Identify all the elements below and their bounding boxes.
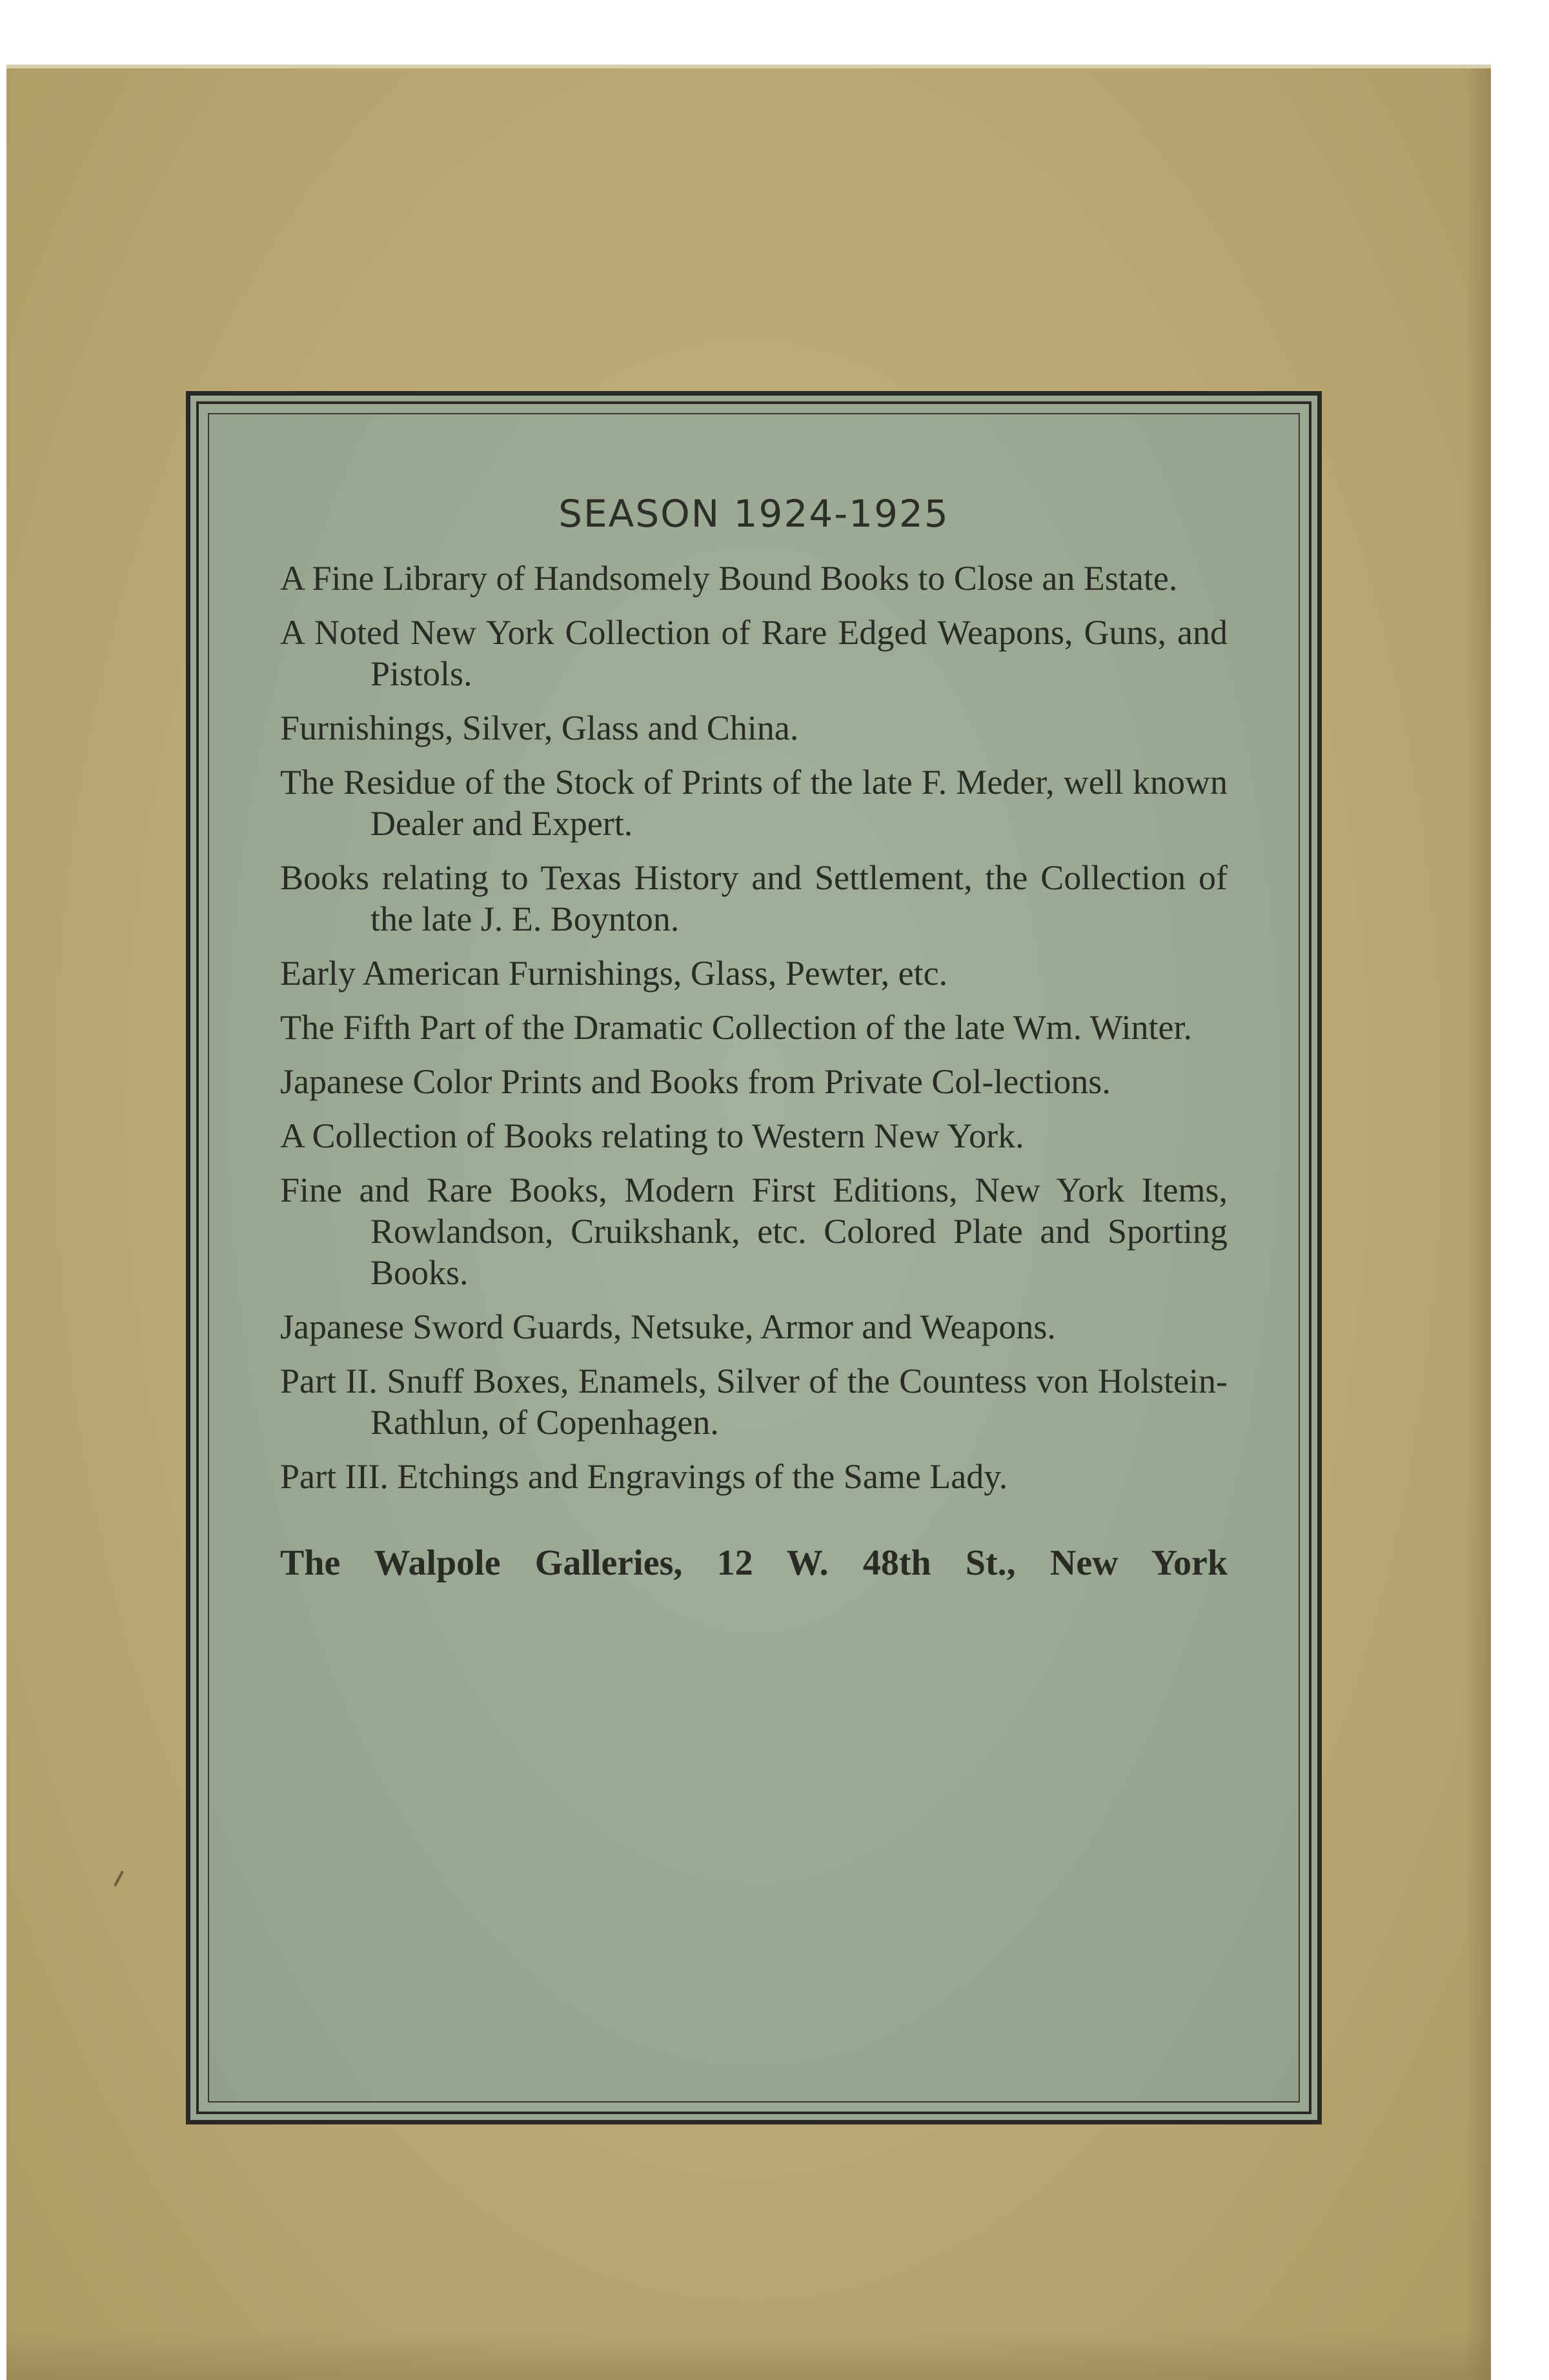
stray-pencil-mark	[114, 1871, 124, 1887]
sale-item: The Fifth Part of the Dramatic Collection of the late Wm. Winter.	[280, 1008, 1192, 1047]
cover-bottom-shadow	[6, 2332, 1491, 2380]
sale-item: Books relating to Texas History and Settlement, the Collection of the late J. E. Boynton.	[280, 858, 1228, 938]
ornamental-border-outer	[186, 391, 1322, 2124]
sale-list-panel	[208, 413, 1300, 2103]
sale-item: Early American Furnishings, Glass, Pewter, etc.	[280, 954, 948, 993]
sale-item: Fine and Rare Books, Modern First Editions, New York Items, Rowlandson, Cruikshank, etc. Colored Plate and Sporting Books.	[280, 1171, 1228, 1292]
cover-edge-shadow	[1465, 68, 1491, 2380]
sale-item: Furnishings, Silver, Glass and China.	[280, 709, 799, 747]
sale-item: Japanese Sword Guards, Netsuke, Armor and Weapons.	[280, 1307, 1056, 1346]
catalog-back-cover	[6, 65, 1491, 2380]
sale-item: Part II. Snuff Boxes, Enamels, Silver of the Countess von Holstein-Rathlun, of Copenhagen.	[280, 1362, 1228, 1442]
gallery-address: The Walpole Galleries, 12 W. 48th St., New York	[280, 1543, 1228, 1583]
sale-item: A Noted New York Collection of Rare Edged Weapons, Guns, and Pistols.	[280, 613, 1228, 693]
sale-item: Japanese Color Prints and Books from Private Col-lections.	[280, 1062, 1111, 1101]
ornamental-border-inner	[196, 401, 1311, 2114]
sale-item: Part III. Etchings and Engravings of the Same Lady.	[280, 1457, 1008, 1496]
sale-list	[280, 558, 1228, 1497]
sale-item: The Residue of the Stock of Prints of the late F. Meder, well known Dealer and Expert.	[280, 763, 1228, 843]
sale-item: A Collection of Books relating to Western New York.	[280, 1116, 1024, 1155]
sale-item: A Fine Library of Handsomely Bound Books to Close an Estate.	[280, 559, 1178, 598]
season-heading: SEASON 1924-1925	[558, 492, 949, 536]
